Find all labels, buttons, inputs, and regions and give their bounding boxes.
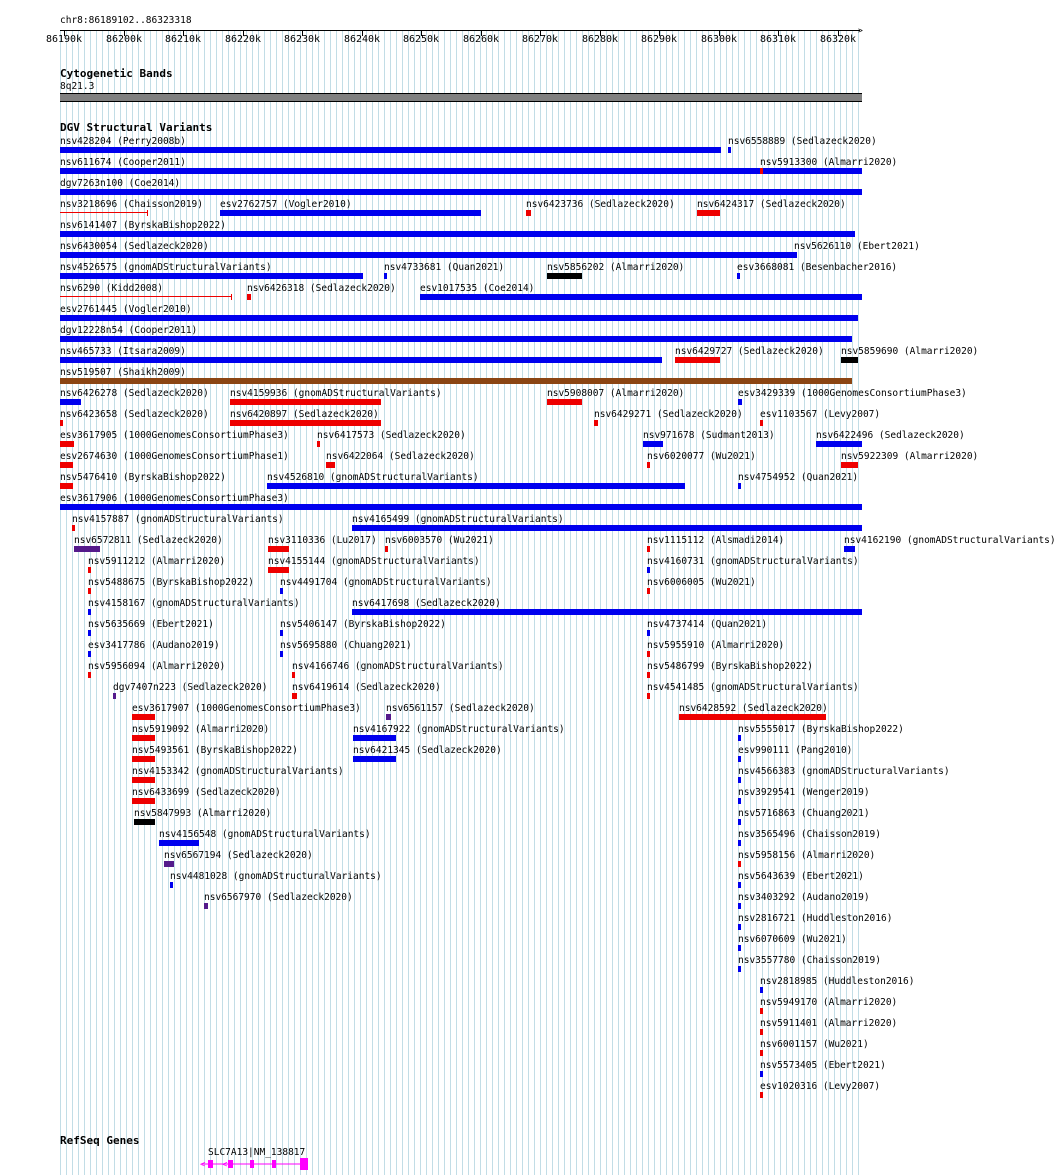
ruler-tick-label: 86290k — [640, 34, 678, 45]
variant-bar[interactable] — [60, 212, 148, 213]
variant-bar[interactable] — [88, 609, 91, 615]
variant-bar[interactable] — [132, 756, 155, 762]
ruler-tick-label: 86240k — [343, 34, 381, 45]
variant-bar[interactable] — [816, 441, 862, 447]
variant-label: nsv6419614 (Sedlazeck2020) — [292, 682, 441, 693]
variant-label: nsv4481028 (gnomADStructuralVariants) — [170, 871, 382, 882]
variant-label: nsv6567194 (Sedlazeck2020) — [164, 850, 313, 861]
variant-label: nsv5635669 (Ebert2021) — [88, 619, 214, 630]
variant-bar[interactable] — [738, 861, 741, 867]
variant-label: nsv6429727 (Sedlazeck2020) — [675, 346, 824, 357]
variant-bar[interactable] — [60, 252, 796, 258]
variant-bar[interactable] — [132, 714, 155, 720]
variant-label: nsv4155144 (gnomADStructuralVariants) — [268, 556, 480, 567]
variant-bar[interactable] — [352, 609, 862, 615]
variant-label: nsv3565496 (Chaisson2019) — [738, 829, 881, 840]
variant-label: nsv6421345 (Sedlazeck2020) — [353, 745, 502, 756]
variant-label: esv2761445 (Vogler2010) — [60, 304, 192, 315]
variant-label: nsv5922309 (Almarri2020) — [841, 451, 979, 462]
variant-label: esv3617906 (1000GenomesConsortiumPhase3) — [60, 493, 289, 504]
variant-label: esv990111 (Pang2010) — [738, 745, 853, 756]
variant-bar[interactable] — [760, 987, 763, 993]
variant-bar[interactable] — [268, 567, 289, 573]
variant-label: nsv4160731 (gnomADStructuralVariants) — [647, 556, 859, 567]
variant-label: nsv6567970 (Sedlazeck2020) — [204, 892, 353, 903]
variant-bar[interactable] — [88, 672, 91, 678]
variant-bar[interactable] — [738, 903, 741, 909]
variant-bar[interactable] — [132, 777, 155, 783]
variant-label: nsv6001157 (Wu2021) — [760, 1039, 869, 1050]
ruler-tick-label: 86220k — [224, 34, 262, 45]
variant-bar[interactable] — [60, 357, 662, 363]
variant-label: nsv5859690 (Almarri2020) — [841, 346, 979, 357]
variant-bar[interactable] — [738, 399, 742, 405]
variant-bar[interactable] — [844, 546, 855, 552]
variant-label: nsv6020077 (Wu2021) — [647, 451, 756, 462]
variant-bar[interactable] — [738, 798, 741, 804]
variant-label: esv1017535 (Coe2014) — [420, 283, 535, 294]
variant-bar[interactable] — [760, 420, 763, 426]
grid-line — [510, 30, 511, 1175]
variant-label: nsv4156548 (gnomADStructuralVariants) — [159, 829, 371, 840]
variant-label: nsv4733681 (Quan2021) — [384, 262, 505, 273]
variant-label: esv1103567 (Levy2007) — [760, 409, 881, 420]
variant-label: nsv5476410 (ByrskaBishop2022) — [60, 472, 226, 483]
variant-label: nsv4158167 (gnomADStructuralVariants) — [88, 598, 300, 609]
variant-label: nsv6423658 (Sedlazeck2020) — [60, 409, 209, 420]
variant-label: nsv4737414 (Quan2021) — [647, 619, 768, 630]
variant-label: nsv5643639 (Ebert2021) — [738, 871, 864, 882]
variant-bar[interactable] — [794, 252, 797, 258]
variant-bar[interactable] — [60, 399, 81, 405]
variant-bar[interactable] — [317, 441, 320, 447]
variant-label: nsv5847993 (Almarri2020) — [134, 808, 272, 819]
variant-label: nsv5626110 (Ebert2021) — [794, 241, 920, 252]
variant-bar[interactable] — [280, 630, 283, 636]
grid-line — [516, 30, 517, 1175]
variant-label: nsv5911401 (Almarri2020) — [760, 1018, 898, 1029]
ruler-tick-label: 86260k — [462, 34, 500, 45]
variant-label: nsv4162190 (gnomADStructuralVariants) — [844, 535, 1056, 546]
variant-label: nsv5573405 (Ebert2021) — [760, 1060, 886, 1071]
variant-label: nsv5949170 (Almarri2020) — [760, 997, 898, 1008]
variant-bar[interactable] — [72, 525, 75, 531]
variant-bar[interactable] — [268, 546, 289, 552]
variant-bar[interactable] — [737, 273, 740, 279]
variant-label: nsv6572811 (Sedlazeck2020) — [74, 535, 223, 546]
variant-label: nsv5913300 (Almarri2020) — [760, 157, 898, 168]
variant-bar-cap — [147, 210, 148, 216]
variant-bar[interactable] — [386, 714, 391, 720]
variant-bar[interactable] — [353, 735, 396, 741]
grid-line — [690, 30, 691, 1175]
variant-bar[interactable] — [647, 462, 650, 468]
variant-bar[interactable] — [170, 882, 173, 888]
variant-bar[interactable] — [60, 231, 855, 237]
variant-label: nsv6070609 (Wu2021) — [738, 934, 847, 945]
variant-bar[interactable] — [647, 567, 650, 573]
variant-bar[interactable] — [280, 588, 283, 594]
variant-bar[interactable] — [88, 651, 91, 657]
variant-bar[interactable] — [738, 756, 741, 762]
variant-bar[interactable] — [60, 462, 73, 468]
variant-label: nsv6290 (Kidd2008) — [60, 283, 163, 294]
variant-bar[interactable] — [60, 296, 232, 297]
variant-bar[interactable] — [132, 735, 155, 741]
variant-label: nsv5716863 (Chuang2021) — [738, 808, 870, 819]
variant-label: nsv428204 (Perry2008b) — [60, 136, 186, 147]
variant-bar[interactable] — [88, 630, 91, 636]
variant-label: nsv465733 (Itsara2009) — [60, 346, 186, 357]
variant-bar[interactable] — [159, 840, 199, 846]
variant-bar[interactable] — [643, 441, 663, 447]
gene-model[interactable] — [198, 1157, 318, 1171]
variant-bar[interactable] — [164, 861, 174, 867]
variant-bar[interactable] — [738, 483, 741, 489]
variant-label: nsv6561157 (Sedlazeck2020) — [386, 703, 535, 714]
variant-bar[interactable] — [113, 693, 116, 699]
variant-label: nsv6422064 (Sedlazeck2020) — [326, 451, 475, 462]
variant-bar[interactable] — [247, 294, 251, 300]
variant-bar[interactable] — [728, 147, 731, 153]
variant-label: nsv6417698 (Sedlazeck2020) — [352, 598, 501, 609]
ruler-tick-label: 86320k — [819, 34, 857, 45]
variant-label: nsv4491704 (gnomADStructuralVariants) — [280, 577, 492, 588]
ruler-tick-label: 86210k — [164, 34, 202, 45]
variant-label: nsv4166746 (gnomADStructuralVariants) — [292, 661, 504, 672]
variant-bar[interactable] — [738, 735, 741, 741]
variant-bar[interactable] — [326, 462, 335, 468]
variant-label: nsv6426318 (Sedlazeck2020) — [247, 283, 396, 294]
svg-text:<: < — [200, 1160, 206, 1170]
variant-bar[interactable] — [352, 525, 862, 531]
variant-bar[interactable] — [841, 462, 858, 468]
variant-label: nsv2816721 (Huddleston2016) — [738, 913, 893, 924]
variant-label: esv3668081 (Besenbacher2016) — [737, 262, 898, 273]
variant-bar[interactable] — [420, 294, 862, 300]
variant-bar[interactable] — [647, 672, 650, 678]
variant-label: nsv4157887 (gnomADStructuralVariants) — [72, 514, 284, 525]
variant-bar[interactable] — [60, 147, 721, 153]
gene-label: SLC7A13|NM_138817 — [208, 1147, 306, 1158]
variant-label: nsv5406147 (ByrskaBishop2022) — [280, 619, 446, 630]
variant-label: esv3417786 (Audano2019) — [88, 640, 220, 651]
variant-bar[interactable] — [738, 819, 741, 825]
variant-label: nsv5486799 (ByrskaBishop2022) — [647, 661, 813, 672]
variant-bar[interactable] — [292, 672, 295, 678]
variant-bar[interactable] — [267, 483, 685, 489]
variant-label: nsv5919092 (Almarri2020) — [132, 724, 270, 735]
variant-label: nsv611674 (Cooper2011) — [60, 157, 186, 168]
grid-line — [684, 30, 685, 1175]
variant-label: nsv971678 (Sudmant2013) — [643, 430, 775, 441]
variant-label: nsv6428592 (Sedlazeck2020) — [679, 703, 828, 714]
variant-bar[interactable] — [230, 420, 381, 426]
variant-bar[interactable] — [675, 357, 720, 363]
variant-label: nsv5911212 (Almarri2020) — [88, 556, 226, 567]
variant-label: nsv5908007 (Almarri2020) — [547, 388, 685, 399]
variant-bar[interactable] — [60, 168, 862, 174]
variant-bar[interactable] — [647, 546, 650, 552]
locus-label: chr8:86189102..86323318 — [60, 15, 192, 26]
variant-label: nsv6003570 (Wu2021) — [385, 535, 494, 546]
ruler-tick-label: 86300k — [700, 34, 738, 45]
variant-bar[interactable] — [60, 504, 862, 510]
variant-bar[interactable] — [230, 399, 381, 405]
variant-bar[interactable] — [60, 189, 862, 195]
variant-bar[interactable] — [60, 420, 63, 426]
variant-label: nsv3403292 (Audano2019) — [738, 892, 870, 903]
variant-label: nsv5958156 (Almarri2020) — [738, 850, 876, 861]
variant-bar[interactable] — [60, 441, 74, 447]
ruler-tick-label: 86230k — [283, 34, 321, 45]
grid-line — [678, 30, 679, 1175]
ruler-tick-label: 86190k — [45, 34, 83, 45]
variant-bar[interactable] — [647, 630, 650, 636]
variant-label: nsv5856202 (Almarri2020) — [547, 262, 685, 273]
variant-bar[interactable] — [280, 651, 283, 657]
variant-bar[interactable] — [760, 1092, 763, 1098]
variant-bar[interactable] — [60, 378, 852, 384]
variant-label: nsv1115112 (Alsmadi2014) — [647, 535, 785, 546]
variant-label: nsv4153342 (gnomADStructuralVariants) — [132, 766, 344, 777]
variant-label: nsv6417573 (Sedlazeck2020) — [317, 430, 466, 441]
variant-label: dgv12228n54 (Cooper2011) — [60, 325, 198, 336]
variant-bar[interactable] — [760, 1071, 763, 1077]
variant-label: nsv4526810 (gnomADStructuralVariants) — [267, 472, 479, 483]
variant-bar[interactable] — [738, 945, 741, 951]
variant-label: nsv6430054 (Sedlazeck2020) — [60, 241, 209, 252]
variant-label: nsv6424317 (Sedlazeck2020) — [697, 199, 846, 210]
variant-label: nsv4541485 (gnomADStructuralVariants) — [647, 682, 859, 693]
variant-bar[interactable] — [647, 651, 650, 657]
variant-bar[interactable] — [841, 357, 858, 363]
variant-label: nsv4159936 (gnomADStructuralVariants) — [230, 388, 442, 399]
variant-label: nsv4526575 (gnomADStructuralVariants) — [60, 262, 272, 273]
ruler-tick-label: 86250k — [402, 34, 440, 45]
variant-label: nsv6429271 (Sedlazeck2020) — [594, 409, 743, 420]
variant-label: esv3429339 (1000GenomesConsortiumPhase3) — [738, 388, 967, 399]
variant-label: nsv5488675 (ByrskaBishop2022) — [88, 577, 254, 588]
variant-label: nsv3110336 (Lu2017) — [268, 535, 377, 546]
variant-bar[interactable] — [738, 840, 741, 846]
variant-label: esv2762757 (Vogler2010) — [220, 199, 352, 210]
variant-bar[interactable] — [60, 336, 852, 342]
variant-bar[interactable] — [760, 1008, 763, 1014]
svg-text:<: < — [222, 1160, 228, 1170]
ruler-line — [60, 30, 860, 31]
variant-bar[interactable] — [760, 1050, 763, 1056]
variant-bar[interactable] — [74, 546, 100, 552]
variant-label: nsv6423736 (Sedlazeck2020) — [526, 199, 675, 210]
variant-label: nsv6141407 (ByrskaBishop2022) — [60, 220, 226, 231]
variant-label: nsv5555017 (ByrskaBishop2022) — [738, 724, 904, 735]
variant-bar[interactable] — [738, 777, 741, 783]
variant-label: dgv7407n223 (Sedlazeck2020) — [113, 682, 268, 693]
variant-label: esv3617907 (1000GenomesConsortiumPhase3) — [132, 703, 361, 714]
variant-label: nsv6420897 (Sedlazeck2020) — [230, 409, 379, 420]
variant-label: nsv4754952 (Quan2021) — [738, 472, 859, 483]
variant-bar[interactable] — [292, 693, 297, 699]
ruler-tick-label: 86280k — [581, 34, 619, 45]
variant-label: nsv6426278 (Sedlazeck2020) — [60, 388, 209, 399]
variant-label: nsv6422496 (Sedlazeck2020) — [816, 430, 965, 441]
variant-label: nsv5956094 (Almarri2020) — [88, 661, 226, 672]
variant-label: nsv4566383 (gnomADStructuralVariants) — [738, 766, 950, 777]
variant-label: nsv3218696 (Chaisson2019) — [60, 199, 203, 210]
variant-label: esv3617905 (1000GenomesConsortiumPhase3) — [60, 430, 289, 441]
variant-bar[interactable] — [526, 210, 531, 216]
variant-bar[interactable] — [88, 567, 91, 573]
variant-label: nsv6558889 (Sedlazeck2020) — [728, 136, 877, 147]
variant-label: esv1020316 (Levy2007) — [760, 1081, 881, 1092]
variant-bar[interactable] — [353, 756, 396, 762]
variant-bar[interactable] — [60, 273, 363, 279]
ruler-tick-label: 86200k — [105, 34, 143, 45]
variant-bar[interactable] — [88, 588, 91, 594]
variant-label: nsv3557780 (Chaisson2019) — [738, 955, 881, 966]
variant-bar[interactable] — [760, 168, 763, 174]
variant-label: nsv5493561 (ByrskaBishop2022) — [132, 745, 298, 756]
variant-label: nsv3929541 (Wenger2019) — [738, 787, 870, 798]
variant-label: nsv4167922 (gnomADStructuralVariants) — [353, 724, 565, 735]
grid-line — [504, 30, 505, 1175]
variant-bar[interactable] — [679, 714, 826, 720]
variant-label: nsv6006005 (Wu2021) — [647, 577, 756, 588]
variant-label: nsv6433699 (Sedlazeck2020) — [132, 787, 281, 798]
variant-bar[interactable] — [760, 1029, 763, 1035]
variant-bar[interactable] — [384, 273, 387, 279]
variant-label: esv2674630 (1000GenomesConsortiumPhase1) — [60, 451, 289, 462]
variant-label: nsv4165499 (gnomADStructuralVariants) — [352, 514, 564, 525]
ruler-tick-label: 86270k — [521, 34, 559, 45]
grid-line — [522, 30, 523, 1175]
variant-bar[interactable] — [697, 210, 720, 216]
variant-bar[interactable] — [647, 693, 650, 699]
cytoband-bar[interactable] — [60, 93, 862, 102]
variant-bar[interactable] — [547, 399, 582, 405]
variant-bar[interactable] — [647, 588, 650, 594]
refseq-track-title: RefSeq Genes — [60, 1134, 140, 1147]
variant-bar[interactable] — [738, 924, 741, 930]
variant-bar[interactable] — [547, 273, 582, 279]
variant-bar[interactable] — [60, 483, 73, 489]
variant-bar[interactable] — [132, 798, 155, 804]
variant-bar[interactable] — [220, 210, 481, 216]
variant-bar[interactable] — [134, 819, 155, 825]
variant-bar[interactable] — [60, 315, 858, 321]
ruler-tick-label: 86310k — [759, 34, 797, 45]
variant-label: nsv2818985 (Huddleston2016) — [760, 976, 915, 987]
variant-bar[interactable] — [385, 546, 388, 552]
variant-label: nsv5695880 (Chuang2021) — [280, 640, 412, 651]
variant-label: nsv5955910 (Almarri2020) — [647, 640, 785, 651]
variant-label: nsv519507 (Shaikh2009) — [60, 367, 186, 378]
cytoband-track-title: Cytogenetic Bands — [60, 67, 173, 80]
variant-bar[interactable] — [738, 882, 741, 888]
variant-bar[interactable] — [738, 966, 741, 972]
cytoband-label: 8q21.3 — [60, 81, 95, 92]
variant-bar[interactable] — [204, 903, 208, 909]
variant-bar[interactable] — [594, 420, 598, 426]
dgv-track-title: DGV Structural Variants — [60, 121, 213, 134]
variant-bar-cap — [231, 294, 232, 300]
variant-label: dgv7263n100 (Coe2014) — [60, 178, 181, 189]
ruler-arrow-icon: > — [858, 26, 863, 35]
